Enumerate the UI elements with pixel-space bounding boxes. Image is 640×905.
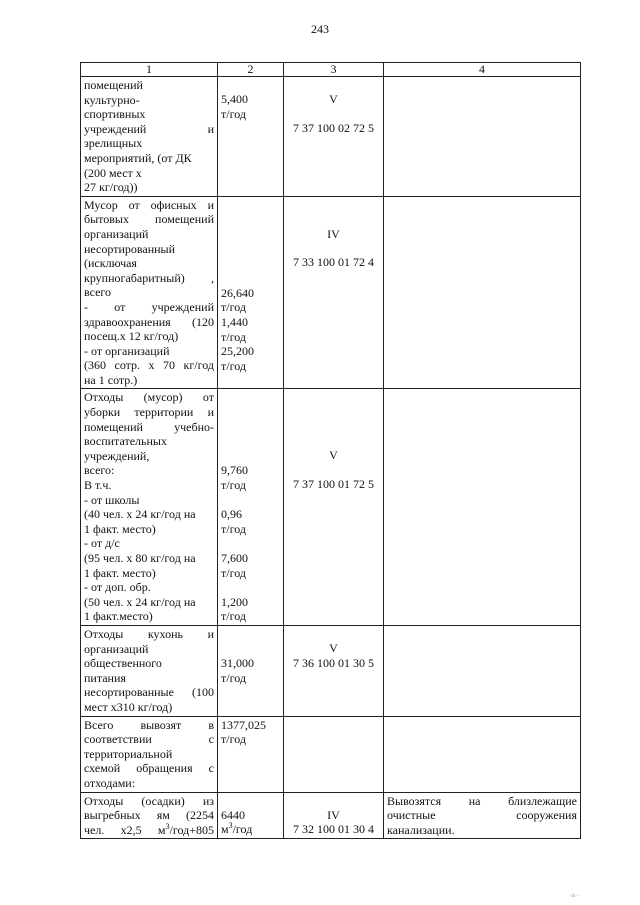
desc-line: (95 чел. х 80 кг/год на	[84, 551, 196, 565]
table-row	[81, 196, 581, 389]
desc-line: мест х310 кг/год)	[84, 699, 173, 714]
waste-amount	[218, 716, 284, 792]
desc-line: (40 чел. х 24 кг/год на	[84, 507, 196, 522]
amount-unit: т/год	[221, 358, 246, 373]
amount-value: 0,96	[221, 507, 242, 522]
desc-line: Мусор от офисных и	[84, 197, 214, 212]
desc-line: несортированные (100	[84, 685, 214, 700]
amount-unit: т/год	[221, 609, 246, 624]
page-number: 243	[311, 22, 329, 36]
table-row	[81, 792, 581, 839]
desc-line: 27 кг/год))	[84, 180, 138, 195]
desc-line: В т.ч.	[84, 478, 112, 493]
header-col-2: 2	[218, 63, 284, 77]
desc-line: помещений	[84, 78, 143, 92]
fkko-code: 7 33 100 01 72 4	[293, 255, 374, 270]
amount-unit: т/год	[221, 521, 246, 536]
waste-note	[384, 626, 581, 717]
header-col-4: 4	[384, 63, 581, 77]
desc-line: (исключая	[84, 256, 137, 271]
waste-class-code	[284, 792, 384, 839]
desc-line: 1 факт.место)	[84, 609, 153, 624]
table-row	[81, 389, 581, 626]
amount-value: 1,440	[221, 314, 248, 329]
waste-class-code	[284, 196, 384, 389]
desc-line: 1 факт. место)	[84, 521, 156, 536]
desc-line: учреждений и	[84, 121, 214, 136]
waste-description	[81, 389, 218, 626]
desc-line: спортивных	[84, 107, 146, 122]
hazard-class: V	[329, 448, 338, 463]
desc-line: схемой обращения с	[84, 761, 214, 776]
desc-line: культурно-	[84, 92, 140, 107]
waste-amount	[218, 77, 284, 197]
header-col-1: 1	[81, 63, 218, 77]
waste-note	[384, 792, 581, 839]
desc-line: Отходы кухонь и	[84, 627, 214, 641]
amount-value: 31,000	[221, 656, 254, 670]
desc-line: мероприятий, (от ДК	[84, 150, 192, 165]
amount-unit: $м^3$/год	[221, 821, 253, 837]
waste-class-code	[284, 389, 384, 626]
desc-line: (50 чел. х 24 кг/год на	[84, 594, 196, 609]
fkko-code: 7 32 100 01 30 4	[293, 822, 374, 837]
desc-line: - от организаций	[84, 343, 170, 358]
desc-line: помещений учебно-	[84, 419, 214, 434]
desc-line: - от доп. обр.	[84, 580, 151, 595]
desc-line: - от д/с	[84, 536, 120, 551]
table-header-row	[81, 63, 581, 77]
waste-amount	[218, 389, 284, 626]
scan-mark: ·ɪɪɪ· ·	[569, 894, 580, 899]
amount-value: 1377,025	[221, 717, 266, 732]
desc-line: общественного	[84, 656, 162, 671]
desc-line: Отходы (мусор) от	[84, 390, 214, 405]
desc-line: отходами:	[84, 775, 136, 790]
table-row	[81, 77, 581, 197]
desc-line: уборки территории и	[84, 405, 214, 420]
waste-note	[384, 196, 581, 389]
desc-line: выгребных ям (2254	[84, 808, 214, 823]
hazard-class: V	[329, 92, 338, 106]
hazard-class: IV	[327, 807, 340, 822]
desc-line: несортированный	[84, 241, 176, 256]
waste-description	[81, 716, 218, 792]
desc-line: посещ.х 12 кг/год)	[84, 329, 179, 344]
fkko-code: 7 37 100 01 72 5	[293, 477, 374, 492]
amount-unit: т/год	[221, 329, 246, 344]
amount-unit: т/год	[221, 670, 246, 685]
desc-line: организаций	[84, 641, 149, 656]
desc-line: организаций	[84, 226, 149, 241]
note-line: очистные сооружения	[387, 808, 577, 823]
table-row	[81, 716, 581, 792]
desc-line: территориальной	[84, 746, 173, 761]
amount-value: 5,400	[221, 92, 248, 106]
waste-description	[81, 77, 218, 197]
header-col-3: 3	[284, 63, 384, 77]
amount-value: 26,640	[221, 285, 254, 300]
desc-line: здравоохранения (120	[84, 314, 214, 329]
waste-class-code	[284, 626, 384, 717]
waste-amount	[218, 196, 284, 389]
desc-line: - от школы	[84, 492, 140, 507]
desc-line: соответствии с	[84, 732, 214, 747]
fkko-code: 7 37 100 02 72 5	[293, 120, 374, 135]
amount-unit: т/год	[221, 300, 246, 315]
waste-description	[81, 196, 218, 389]
desc-line: - от учреждений	[84, 299, 214, 314]
amount-value: 1,200	[221, 594, 248, 609]
waste-description	[81, 626, 218, 717]
desc-line: 1 факт. место)	[84, 565, 156, 580]
waste-description	[81, 792, 218, 839]
table-row	[81, 626, 581, 717]
amount-value: 25,200	[221, 344, 254, 359]
waste-note	[384, 716, 581, 792]
desc-line: (200 мест х	[84, 165, 142, 180]
amount-value: 6440	[221, 807, 245, 822]
desc-line: Всего вывозят в	[84, 717, 214, 732]
desc-line: учреждений,	[84, 448, 150, 463]
desc-line: всего:	[84, 463, 115, 478]
desc-line: всего	[84, 285, 112, 300]
waste-class-code	[284, 77, 384, 197]
note-line: Вывозятся на близлежащие	[387, 793, 577, 808]
desc-line: Отходы (осадки) из	[84, 793, 214, 808]
amount-unit: т/год	[221, 732, 246, 747]
desc-line: воспитательных	[84, 434, 167, 449]
desc-line: чел. х2,5 $м^3/год+805$	[84, 821, 214, 837]
waste-class-code	[284, 716, 384, 792]
amount-unit: т/год	[221, 478, 246, 493]
desc-line: (360 сотр. х 70 кг/год	[84, 358, 214, 373]
waste-amount	[218, 792, 284, 839]
note-line: канализации.	[387, 822, 455, 837]
waste-note	[384, 77, 581, 197]
waste-note	[384, 389, 581, 626]
desc-line: бытовых помещений	[84, 212, 214, 227]
amount-unit: т/год	[221, 106, 246, 121]
amount-unit: т/год	[221, 565, 246, 580]
hazard-class: V	[329, 641, 338, 655]
desc-line: зрелищных	[84, 136, 143, 151]
hazard-class: IV	[327, 226, 340, 241]
desc-line: крупногабаритный) ,	[84, 270, 214, 285]
waste-table	[80, 62, 581, 839]
desc-line: на 1 сотр.)	[84, 372, 138, 387]
fkko-code: 7 36 100 01 30 5	[293, 655, 374, 670]
waste-amount	[218, 626, 284, 717]
amount-value: 7,600	[221, 551, 248, 566]
desc-line: питания	[84, 670, 126, 685]
amount-value: 9,760	[221, 463, 248, 478]
